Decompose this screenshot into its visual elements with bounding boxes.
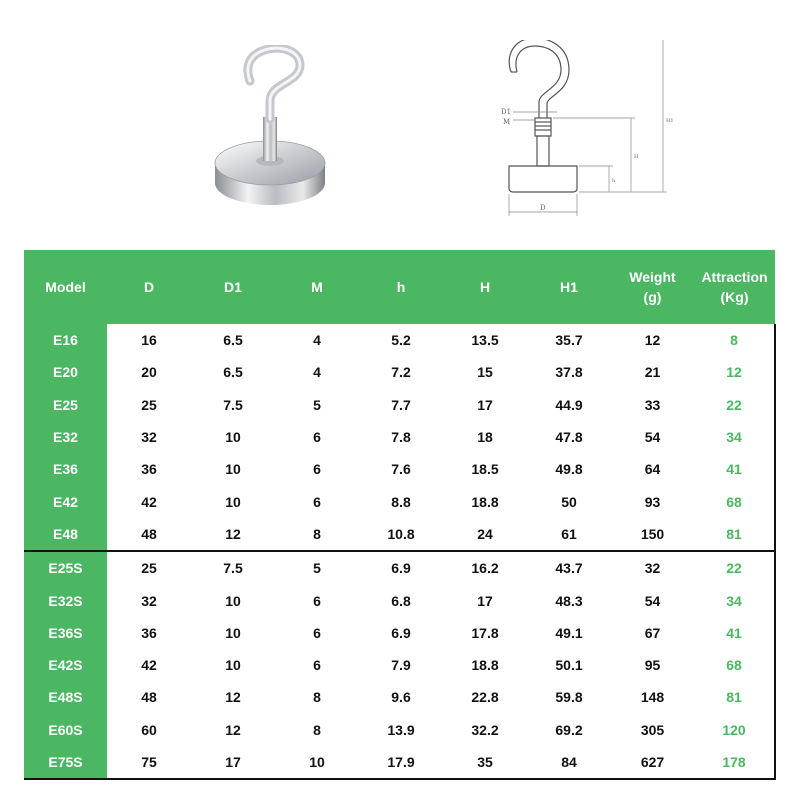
attraction-cell: 8	[694, 324, 775, 356]
table-cell: 18.8	[471, 657, 499, 674]
table-cell: 59.8	[555, 689, 583, 706]
column-header-label: D	[143, 279, 155, 295]
label-big-h: H	[634, 154, 639, 160]
table-cell: 10	[225, 624, 241, 641]
table-cell: 32	[141, 592, 157, 609]
model-cell: E48S	[24, 681, 107, 713]
column-header	[24, 250, 107, 324]
table-cell: 6	[313, 657, 321, 674]
table-cell: 54	[644, 592, 661, 609]
table-cell: 10	[225, 493, 241, 510]
table-cell: 6.5	[223, 332, 243, 349]
column-header	[443, 250, 527, 324]
table-row	[24, 584, 775, 616]
table-cell: 21	[644, 364, 661, 381]
table-cell: 37.8	[555, 364, 583, 381]
table-cell: 16	[141, 332, 157, 349]
table-cell: 24	[477, 525, 493, 542]
product-photo	[200, 45, 340, 220]
model-cell: E42	[24, 485, 107, 517]
table-cell: 12	[225, 689, 241, 706]
model-cell: E20	[24, 356, 107, 388]
table-cell: 48.3	[555, 592, 583, 609]
table-cell: 10	[225, 657, 241, 674]
attraction-cell: 81	[694, 681, 775, 713]
table-cell: 13.9	[387, 721, 415, 738]
column-header-label: Weight	[629, 269, 676, 285]
column-header-label: M	[311, 279, 323, 295]
table-cell: 7.6	[391, 461, 411, 478]
model-cell: E25	[24, 389, 107, 421]
attraction-cell: 68	[694, 649, 775, 681]
table-row	[24, 356, 775, 388]
table-row	[24, 421, 775, 453]
table-cell: 10	[225, 592, 241, 609]
label-h1: H1	[666, 118, 674, 124]
table-cell: 7.8	[391, 429, 411, 446]
table-cell: 4	[313, 332, 321, 349]
table-cell: 47.8	[555, 429, 583, 446]
table-row	[24, 681, 775, 713]
table-cell: 25	[107, 551, 191, 584]
model-cell: E36	[24, 453, 107, 485]
table-cell: 7.5	[191, 551, 275, 584]
column-header	[275, 250, 359, 324]
table-cell: 36	[141, 461, 157, 478]
technical-drawing	[495, 40, 685, 225]
table-cell: 5	[313, 396, 321, 413]
table-cell: 7.2	[391, 364, 411, 381]
table-cell: 35.7	[555, 332, 583, 349]
table-cell: 44.9	[555, 396, 583, 413]
table-cell: 61	[561, 525, 577, 542]
table-cell: 6	[313, 493, 321, 510]
table-cell: 8.8	[391, 493, 411, 510]
table-cell: 9.6	[391, 689, 411, 706]
table-cell: 18	[477, 429, 493, 446]
table-cell: 42	[141, 493, 157, 510]
table-cell: 7.9	[391, 657, 411, 674]
attraction-cell: 34	[694, 584, 775, 616]
table-cell: 6.9	[359, 551, 443, 584]
table-row	[24, 485, 775, 517]
table-cell: 93	[644, 493, 661, 510]
table-cell: 17.9	[359, 746, 443, 779]
table-cell: 50	[561, 493, 577, 510]
model-cell: E16	[24, 324, 107, 356]
table-cell: 6.5	[223, 364, 243, 381]
table-cell: 69.2	[555, 721, 583, 738]
table-cell: 4	[313, 364, 321, 381]
model-cell: E32S	[24, 584, 107, 616]
attraction-cell: 68	[694, 485, 775, 517]
table-cell: 95	[644, 657, 661, 674]
table-cell: 17	[477, 396, 493, 413]
table-cell: 6	[313, 624, 321, 641]
table-cell: 84	[527, 746, 611, 779]
table-cell: 6	[313, 461, 321, 478]
table-cell: 22.8	[471, 689, 499, 706]
table-cell: 18.8	[471, 493, 499, 510]
table-row	[24, 746, 775, 779]
model-cell: E48	[24, 518, 107, 551]
table-row	[24, 389, 775, 421]
column-header-label: D1	[224, 279, 242, 295]
column-header	[191, 250, 275, 324]
model-cell: E36S	[24, 617, 107, 649]
table-row	[24, 649, 775, 681]
table-cell: 35	[443, 746, 527, 779]
attraction-cell: 41	[694, 453, 775, 485]
table-cell: 10	[225, 461, 241, 478]
table-cell: 64	[644, 461, 661, 478]
table-cell: 17	[191, 746, 275, 779]
label-d: D	[540, 204, 546, 212]
attraction-cell: 120	[694, 714, 775, 746]
attraction-cell: 22	[694, 551, 775, 584]
table-cell: 15	[477, 364, 493, 381]
table-cell: 49.8	[555, 461, 583, 478]
table-cell: 150	[640, 525, 665, 542]
column-header	[359, 250, 443, 324]
spec-table	[24, 250, 776, 780]
column-header	[694, 250, 775, 324]
column-header-label: Attraction	[701, 269, 768, 285]
table-cell: 32	[611, 551, 694, 584]
attraction-cell: 81	[694, 518, 775, 551]
table-cell: 33	[644, 396, 661, 413]
table-cell: 5	[275, 551, 359, 584]
table-cell: 10	[225, 429, 241, 446]
column-header	[107, 250, 191, 324]
table-cell: 8	[313, 525, 321, 542]
table-cell: 6.9	[391, 624, 411, 641]
table-cell: 148	[640, 689, 665, 706]
attraction-cell: 12	[694, 356, 775, 388]
table-cell: 12	[225, 525, 241, 542]
table-cell: 20	[141, 364, 157, 381]
table-cell: 10	[275, 746, 359, 779]
table-header-row	[24, 250, 775, 324]
attraction-cell: 41	[694, 617, 775, 649]
table-cell: 36	[141, 624, 157, 641]
table-row	[24, 453, 775, 485]
table-cell: 7.7	[391, 396, 411, 413]
attraction-cell: 34	[694, 421, 775, 453]
table-cell: 42	[141, 657, 157, 674]
table-cell: 10.8	[387, 525, 415, 542]
column-header-label: H	[479, 279, 491, 295]
table-cell: 60	[141, 721, 157, 738]
table-cell: 6	[313, 429, 321, 446]
table-cell: 6	[313, 592, 321, 609]
model-cell: E42S	[24, 649, 107, 681]
table-cell: 54	[644, 429, 661, 446]
table-cell: 25	[141, 396, 157, 413]
table-cell: 32.2	[471, 721, 499, 738]
table-cell: 48	[141, 525, 157, 542]
table-cell: 12	[225, 721, 241, 738]
table-cell: 8	[313, 689, 321, 706]
table-cell: 17	[477, 592, 493, 609]
table-cell: 13.5	[471, 332, 499, 349]
column-header	[611, 250, 694, 324]
table-cell: 50.1	[555, 657, 583, 674]
table-cell: 305	[640, 721, 665, 738]
label-m: M	[503, 118, 511, 126]
model-cell: E32	[24, 421, 107, 453]
table-cell: 32	[141, 429, 157, 446]
table-row	[24, 518, 775, 551]
table-row	[24, 617, 775, 649]
table-cell: 49.1	[555, 624, 583, 641]
table-cell: 67	[644, 624, 661, 641]
table-cell: 43.7	[527, 551, 611, 584]
table-cell: 48	[141, 689, 157, 706]
table-cell: 18.5	[471, 461, 499, 478]
table-row	[24, 714, 775, 746]
model-cell: E60S	[24, 714, 107, 746]
table-cell: 75	[107, 746, 191, 779]
table-row	[24, 324, 775, 356]
table-cell: 5.2	[391, 332, 411, 349]
table-row	[24, 551, 775, 584]
model-cell: E25S	[24, 551, 107, 584]
attraction-cell: 178	[694, 746, 775, 779]
attraction-cell: 22	[694, 389, 775, 421]
column-header-label: H1	[560, 279, 578, 295]
model-cell: E75S	[24, 746, 107, 779]
label-d1: D1	[501, 108, 512, 116]
table-cell: 6.8	[391, 592, 411, 609]
column-header-label: Model	[45, 279, 86, 295]
table-cell: 627	[611, 746, 694, 779]
column-header-unit: (Kg)	[720, 289, 749, 305]
table-cell: 16.2	[443, 551, 527, 584]
table-cell: 12	[644, 332, 661, 349]
table-cell: 17.8	[471, 624, 499, 641]
label-h: h	[612, 178, 616, 184]
column-header-unit: (g)	[643, 289, 662, 305]
column-header-label: h	[396, 279, 406, 295]
column-header	[527, 250, 611, 324]
table-cell: 7.5	[223, 396, 243, 413]
table-cell: 8	[313, 721, 321, 738]
